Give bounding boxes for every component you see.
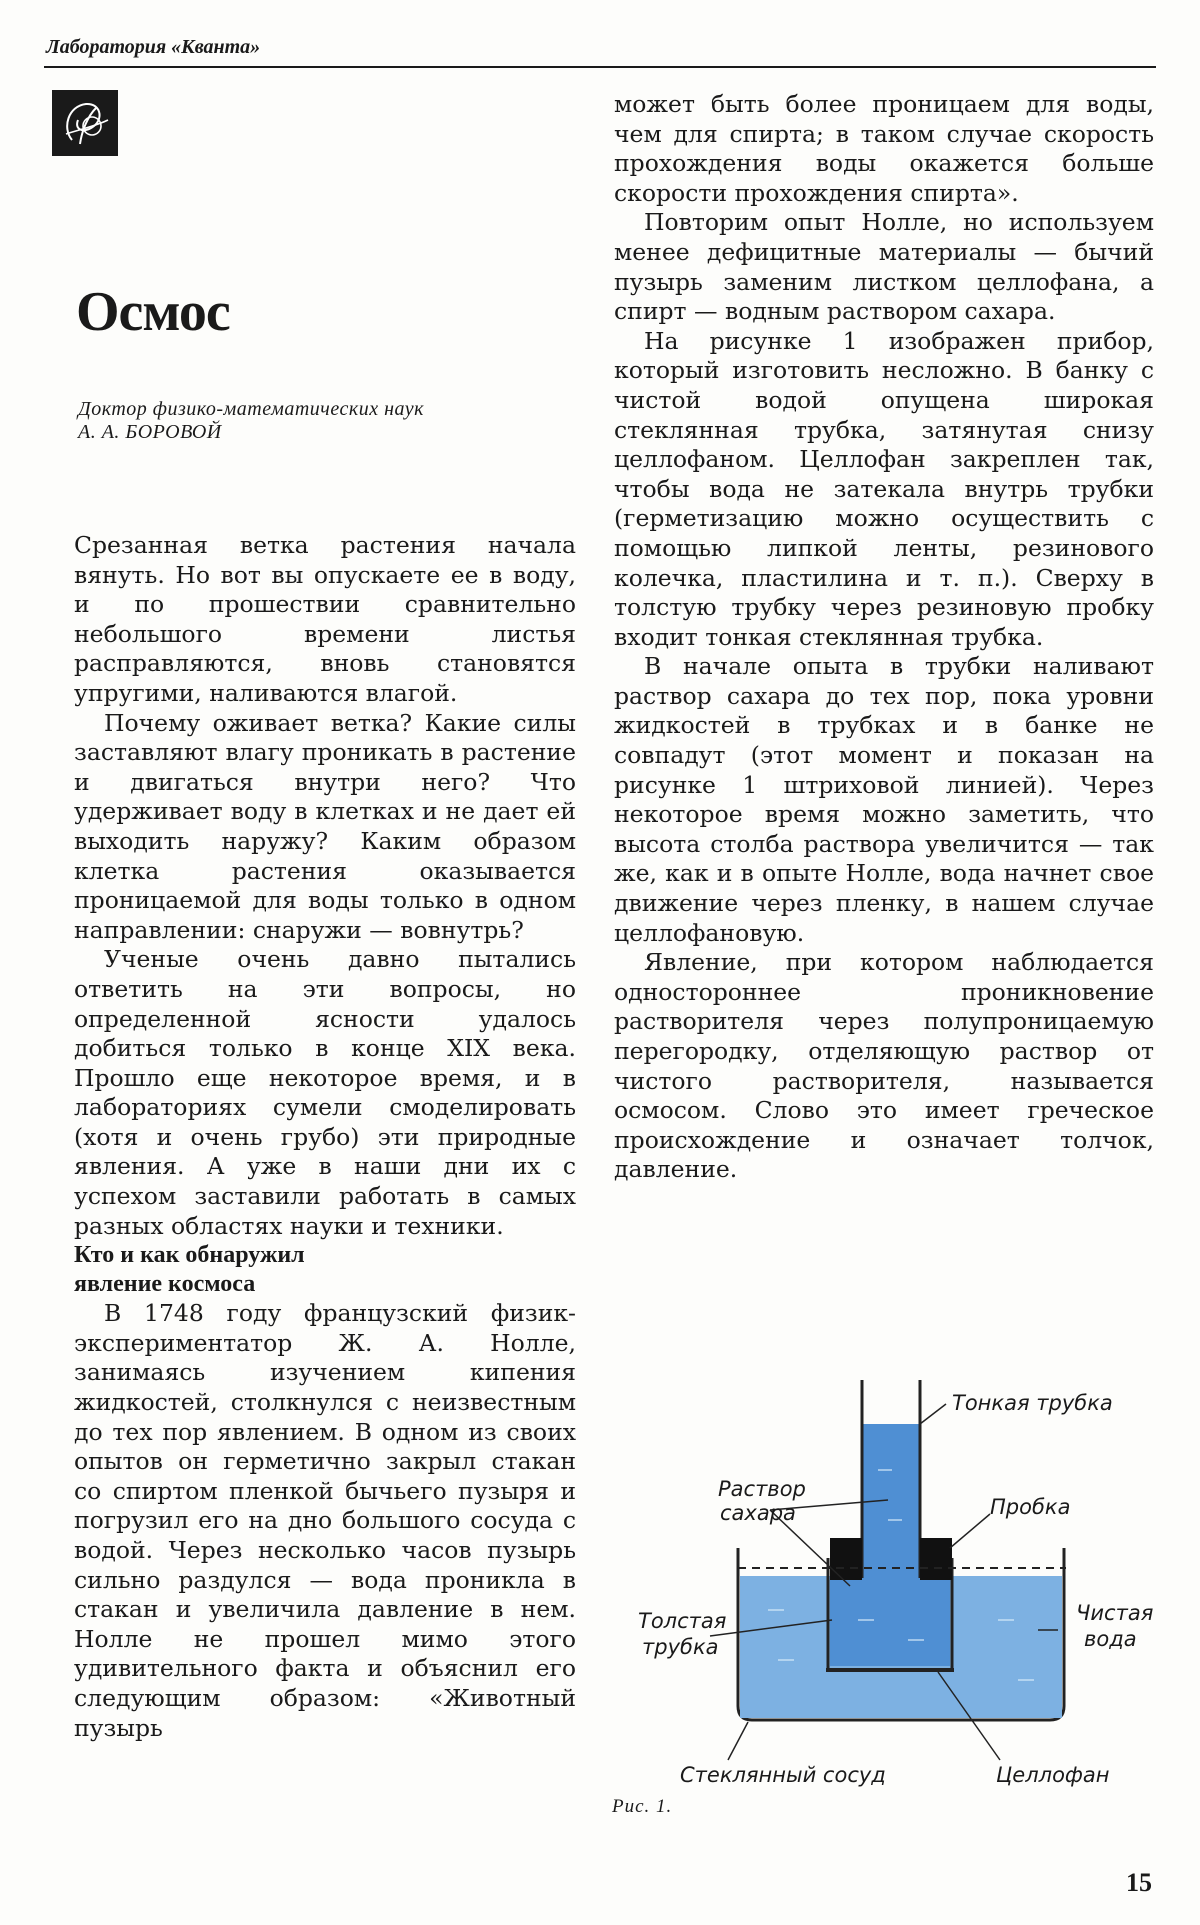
paragraph: Повторим опыт Нолле, но используем менее дефицитные материалы — бычий пузырь заменим листком целлофана, а спирт — водным раствором сахара. <box>614 208 1154 326</box>
paragraph: В 1748 году французский физик-экспериментатор Ж. А. Нолле, занимаясь изучением кипения жидкостей, столкнулся с неизвестным до тех пор явлением. В одном из своих опытов он герметично закрыл стакан со спиртом пленкой бычьего пузыря и погрузил его на дно большого сосуда с водой. Через несколько часов пузырь сильно раздулся — вода проникла в стакан и увеличила давление в нем. Нолле не прошел мимо этого удивительного факта и объяснил его следующим образом: «Животный пузырь <box>74 1299 576 1742</box>
label-thin-tube: Тонкая трубка <box>952 1391 1113 1415</box>
article-title: Осмос <box>76 281 230 343</box>
paragraph-continuation: может быть более проницаем для воды, чем для спирта; в таком случае скорость прохождения воды окажется больше скорости прохождения спирта». <box>614 90 1154 207</box>
author-name: А. А. БОРОВОЙ <box>78 421 222 443</box>
section-header: Лаборатория «Кванта» <box>46 36 261 58</box>
paragraph: Срезанная ветка растения начала вянуть. Но вот вы опускаете ее в воду, и по прошествии сравнительно небольшого времени листья расправляются, вновь становятся упругими, наливаются влагой. <box>74 531 576 707</box>
figure-caption: Рис. 1. <box>612 1796 673 1817</box>
label-pure-water-1: Чистая <box>1076 1601 1154 1625</box>
page-number: 15 <box>1126 1868 1152 1897</box>
paragraph: Ученые очень давно пытались ответить на эти вопросы, но определенной ясности удалось добиться только в конце XIX века. Прошло еще некоторое время, и в лабораториях сумели смоделировать (хотя и очень грубо) эти природные явления. А уже в наши дни их с успехом заставили работать в самых разных областях науки и техники. <box>74 945 576 1240</box>
paragraph: Почему оживает ветка? Какие силы заставляют влагу проникать в растение и двигаться внутри него? Что удерживает воду в клетках и не дает ей выходить наружу? Каким образом клетка растения оказывается проницаемой для воды только в одном направлении: снаружи — вовнутрь? <box>74 708 576 944</box>
label-cellophane: Целлофан <box>996 1763 1110 1787</box>
byline <box>78 398 424 444</box>
label-solution-1: Раствор <box>718 1477 806 1501</box>
osmosis-figure <box>618 1380 1158 1810</box>
author-degree: Доктор физико-математических наук <box>78 398 424 420</box>
section-subheading: Кто и как обнаружил явление космоса <box>74 1242 305 1298</box>
label-thick-tube-2: трубка <box>642 1635 719 1659</box>
stopper-left <box>830 1538 862 1580</box>
journal-logo <box>52 90 118 156</box>
paragraph: В начале опыта в трубки наливают раствор сахара до тех пор, пока уровни жидкостей в трубках и в банке не совпадут (этот момент и показан на рисунке 1 штриховой линией). Через некоторое время можно заметить, что высота столба раствора увеличится — так же, как и в опыте Нолле, вода начнет свое движение через пленку, в нашем случае целлофановую. <box>614 652 1154 947</box>
stopper-right <box>920 1538 952 1580</box>
header-rule <box>44 66 1156 68</box>
left-column <box>74 531 576 1743</box>
label-solution-2: сахара <box>720 1501 796 1525</box>
label-thick-tube-1: Толстая <box>638 1609 727 1633</box>
thick-tube-solution <box>830 1578 950 1666</box>
label-pure-water-2: вода <box>1084 1627 1137 1651</box>
label-glass-vessel: Стеклянный сосуд <box>680 1763 886 1787</box>
paragraph: Явление, при котором наблюдается одностороннее проникновение растворителя через полупроницаемую перегородку, отделяющую раствор от чистого растворителя, называется осмосом. Слово это имеет греческое происхождение и означает толчок, давление. <box>614 948 1154 1184</box>
label-stopper: Пробка <box>990 1495 1071 1519</box>
paragraph: На рисунке 1 изображен прибор, который изготовить несложно. В банку с чистой водой опущена широкая стеклянная трубка, затянутая снизу целлофаном. Целлофан закреплен так, чтобы вода не затекала внутрь трубки (герметизацию можно осуществить с помощью липкой ленты, резинового колечка, пластилина и т. п.). Сверху в толстую трубку через резиновую пробку входит тонкая стеклянная трубка. <box>614 326 1154 651</box>
right-column <box>614 90 1154 1185</box>
